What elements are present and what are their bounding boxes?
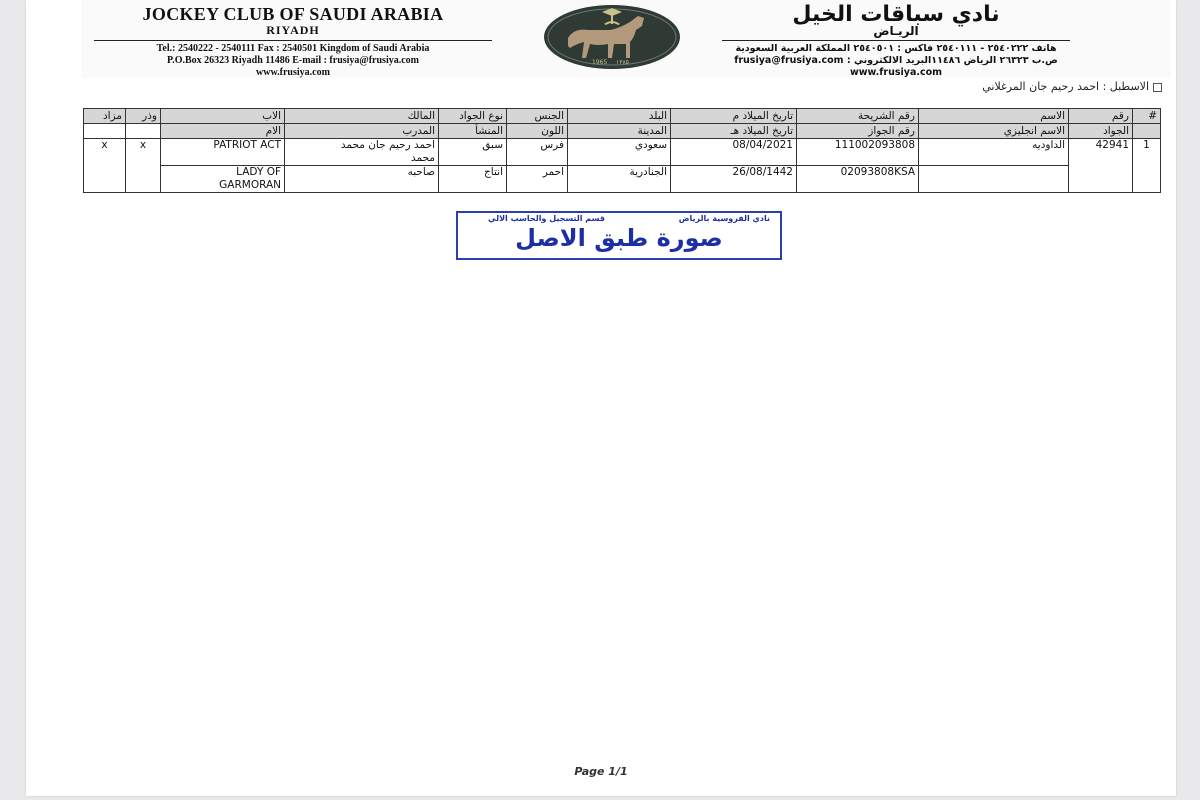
col-header: # [1133, 109, 1161, 124]
col-header: الام [161, 124, 285, 139]
stamp-text: صورة طبق الاصل [515, 224, 723, 252]
cell-passport: 02093808KSA [797, 166, 919, 193]
letterhead-english [88, 4, 498, 79]
cell-color: احمر [507, 166, 568, 193]
table-header-row [84, 109, 1161, 124]
contact-line-ar-2: ص.ب ٢٦٣٢٣ الرياض ١١٤٨٦البريد الالكتروني : frusiya@frusiya.com [734, 55, 1058, 66]
cell-dob-gregorian: 08/04/2021 [671, 139, 797, 166]
col-header [1133, 124, 1161, 139]
col-header: تاريخ الميلاد هـ [671, 124, 797, 139]
cell-auction: x [84, 139, 126, 193]
cell-wdr: x [126, 139, 161, 193]
divider [94, 40, 492, 41]
col-header [126, 124, 161, 139]
letterhead-arabic [716, 2, 1076, 79]
col-header: المالك [285, 109, 439, 124]
owner-line-1: احمد رحيم جان محمد [340, 139, 435, 151]
col-header: المدينة [568, 124, 671, 139]
col-header: الجنس [507, 109, 568, 124]
cell-country: سعودي [568, 139, 671, 166]
cell-city: الجنادرية [568, 166, 671, 193]
divider [722, 40, 1070, 41]
col-header: رقم الشريحة [797, 109, 919, 124]
cell-name: الداوديه [919, 139, 1069, 166]
website-ar: www.frusiya.com [849, 67, 943, 78]
cell-index: 1 [1133, 139, 1161, 193]
website-en: www.frusiya.com [256, 67, 330, 78]
logo-year-gregorian: 1965 [592, 59, 608, 66]
contact-line-ar-1: هاتف ٢٥٤٠٢٢٢ - ٢٥٤٠١١١ فاكس : ٢٥٤٠٥٠١ المملكة العربية السعودية [735, 43, 1057, 54]
certified-copy-stamp [456, 211, 782, 260]
cell-dob-hijri: 26/08/1442 [671, 166, 797, 193]
horses-table [83, 108, 1161, 193]
club-city-en: RIYADH [266, 23, 320, 37]
col-header: الجواد [1069, 124, 1133, 139]
cell-chip: 111002093808 [797, 139, 919, 166]
cell-name-en [919, 166, 1069, 193]
cell-dam [161, 166, 285, 193]
contact-line-en-1: Tel.: 2540222 - 2540111 Fax : 2540501 Kingdom of Saudi Arabia [156, 43, 430, 54]
table-row [84, 139, 1161, 166]
col-header: المنشأ [439, 124, 507, 139]
dam-line-2: GARMORAN [219, 179, 281, 191]
col-header: تاريخ الميلاد م [671, 109, 797, 124]
col-header: البلد [568, 109, 671, 124]
stamp-org: نادي الفروسية بالرياض [678, 214, 770, 223]
col-header: الاسم انجليزي [919, 124, 1069, 139]
logo-year-hijri: ١٣٨٥ [616, 59, 629, 66]
page-number: Page 1/1 [574, 765, 628, 778]
table-header-row [84, 124, 1161, 139]
cell-trainer: صاحبه [285, 166, 439, 193]
club-name-en: JOCKEY CLUB OF SAUDI ARABIA [142, 4, 444, 24]
col-header: الاب [161, 109, 285, 124]
document-page [26, 0, 1176, 796]
dam-line-1: LADY OF [236, 166, 281, 178]
col-header: رقم [1069, 109, 1133, 124]
col-header: رقم الجواز [797, 124, 919, 139]
contact-line-en-2: P.O.Box 26323 Riyadh 11486 E-mail : frusiya@frusiya.com [167, 55, 419, 66]
cell-owner [285, 139, 439, 166]
checkbox-icon [1153, 83, 1162, 92]
stable-label [786, 80, 1162, 93]
club-city-ar: الريـاض [873, 24, 919, 38]
stamp-dept: قسم التسجيل والحاسب الالي [488, 214, 605, 223]
cell-sex: فرس [507, 139, 568, 166]
cell-type: سبق [439, 139, 507, 166]
col-header: وذر [126, 109, 161, 124]
col-header: مزاد [84, 109, 126, 124]
col-header: اللون [507, 124, 568, 139]
club-name-ar: نادي سباقات الخيل [792, 2, 1000, 27]
club-logo [538, 2, 686, 77]
stable-name: الاسطبل : احمد رحيم جان المرغلاني [982, 80, 1149, 93]
table-row [84, 166, 1161, 193]
col-header: المدرب [285, 124, 439, 139]
cell-horse-no: 42941 [1069, 139, 1133, 193]
cell-origin: انتاج [439, 166, 507, 193]
col-header: الاسم [919, 109, 1069, 124]
col-header [84, 124, 126, 139]
cell-sire: PATRIOT ACT [161, 139, 285, 166]
owner-line-2: محمد [411, 152, 435, 164]
col-header: نوع الجواد [439, 109, 507, 124]
